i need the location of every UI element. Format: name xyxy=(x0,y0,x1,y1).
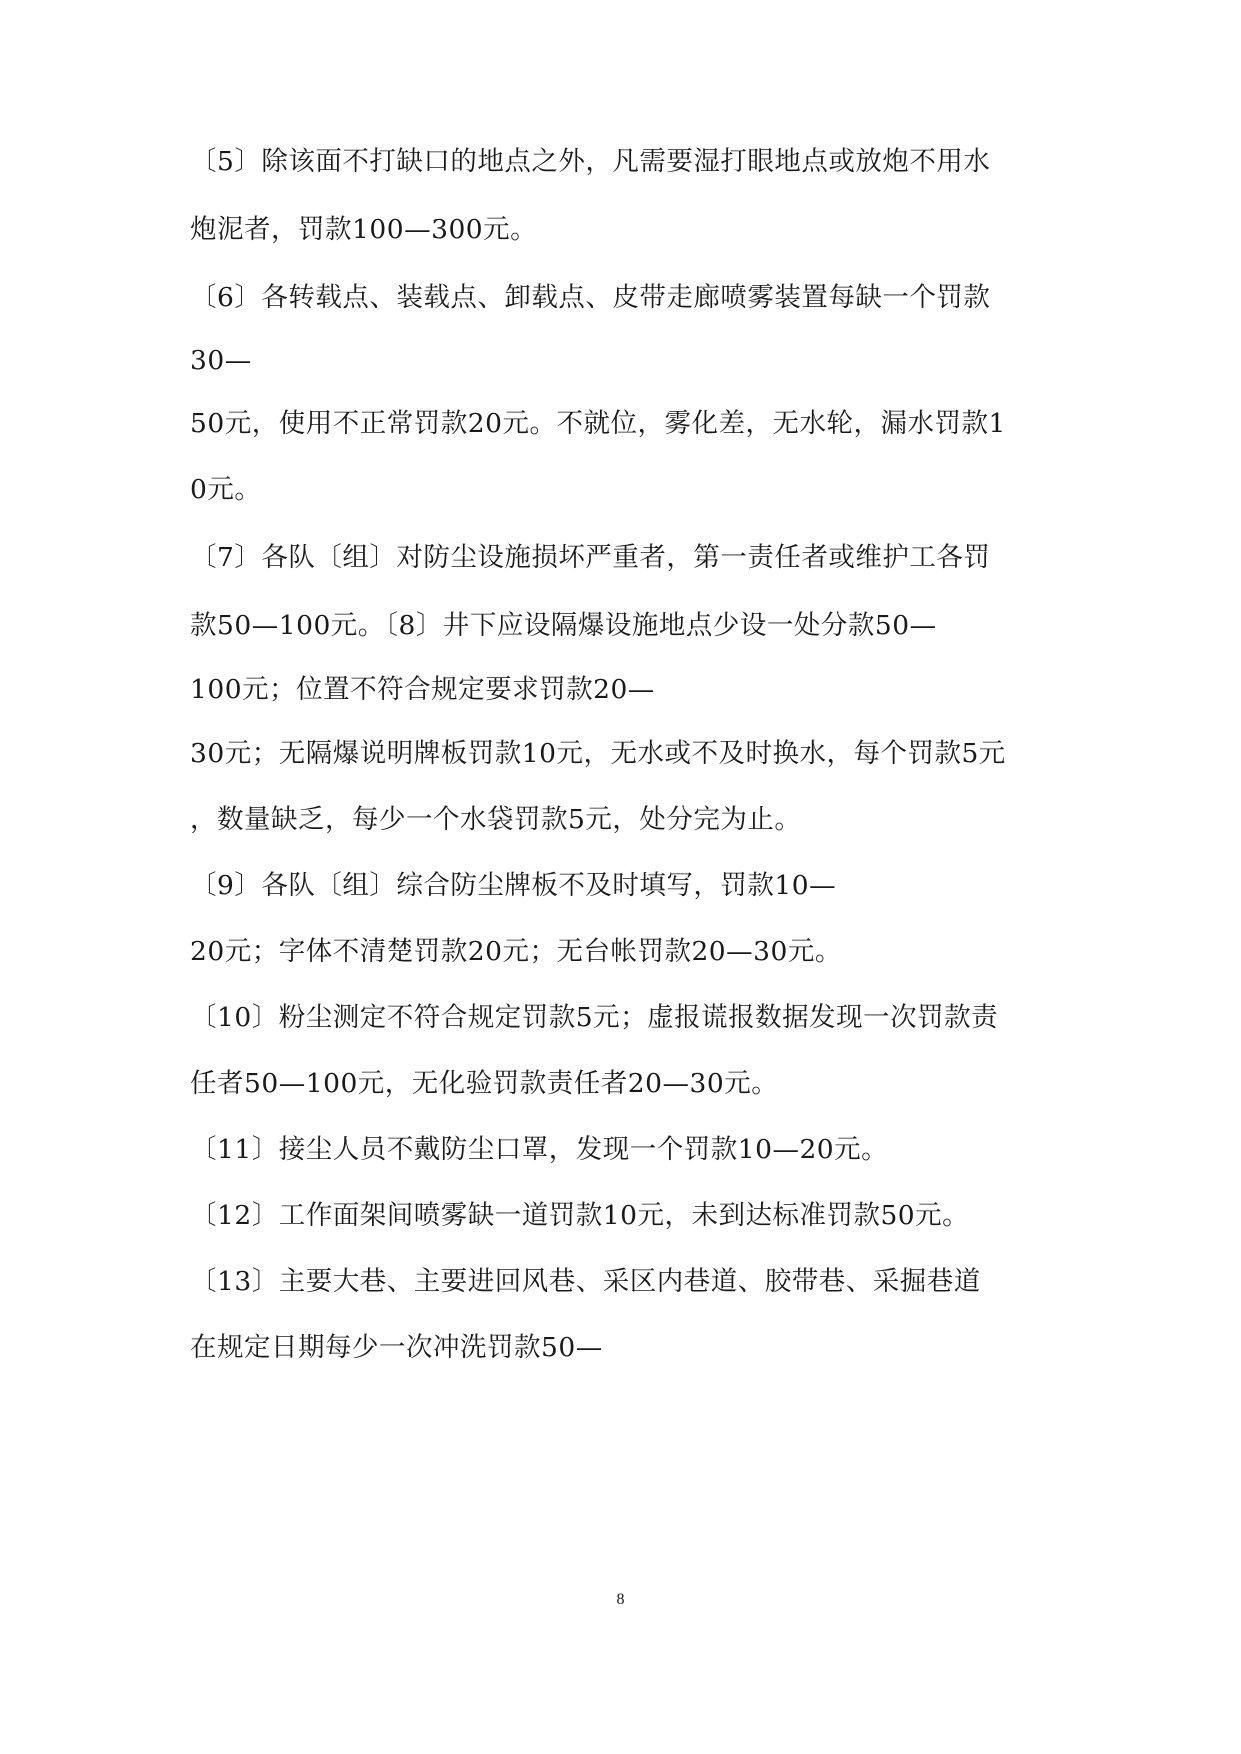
text-line: 〔12〕工作面架间喷雾缺一道罚款10元，未到达标准罚款50元。 xyxy=(190,1200,970,1231)
text-line: 款50—100元。〔8〕井下应设隔爆设施地点少设一处分款50— xyxy=(190,610,937,641)
text-line: 炮泥者，罚款100—300元。 xyxy=(190,214,538,245)
text-line: 〔13〕主要大巷、主要进回风巷、采区内巷道、胶带巷、采掘巷道 xyxy=(190,1266,981,1297)
text-line: 30元；无隔爆说明牌板罚款10元，无水或不及时换水，每个罚款5元 xyxy=(190,738,1006,769)
text-line: 〔9〕各队〔组〕综合防尘牌板不及时填写，罚款10— xyxy=(190,870,837,901)
text-line: 〔10〕粉尘测定不符合规定罚款5元；虚报谎报数据发现一次罚款责 xyxy=(190,1002,999,1033)
text-line: 〔6〕各转载点、装载点、卸载点、皮带走廊喷雾装置每缺一个罚款 xyxy=(190,282,991,313)
text-line: 20元；字体不清楚罚款20元；无台帐罚款20—30元。 xyxy=(190,936,842,967)
text-line: 〔5〕除该面不打缺口的地点之外，凡需要湿打眼地点或放炮不用水 xyxy=(190,146,991,177)
text-line: 0元。 xyxy=(190,474,262,505)
text-line: 任者50—100元，无化验罚款责任者20—30元。 xyxy=(190,1068,779,1099)
text-line: 〔11〕接尘人员不戴防尘口罩，发现一个罚款10—20元。 xyxy=(190,1134,889,1165)
text-line: ，数量缺乏，每少一个水袋罚款5元，处分完为止。 xyxy=(190,804,802,835)
text-line: 30— xyxy=(190,345,252,376)
page-number: 8 xyxy=(616,1591,625,1608)
text-line: 100元；位置不符合规定要求罚款20— xyxy=(190,674,655,705)
text-line: 〔7〕各队〔组〕对防尘设施损坏严重者，第一责任者或维护工各罚 xyxy=(190,542,991,573)
text-line: 50元，使用不正常罚款20元。不就位，雾化差，无水轮，漏水罚款1 xyxy=(190,408,1006,439)
text-line: 在规定日期每少一次冲洗罚款50— xyxy=(190,1332,603,1363)
